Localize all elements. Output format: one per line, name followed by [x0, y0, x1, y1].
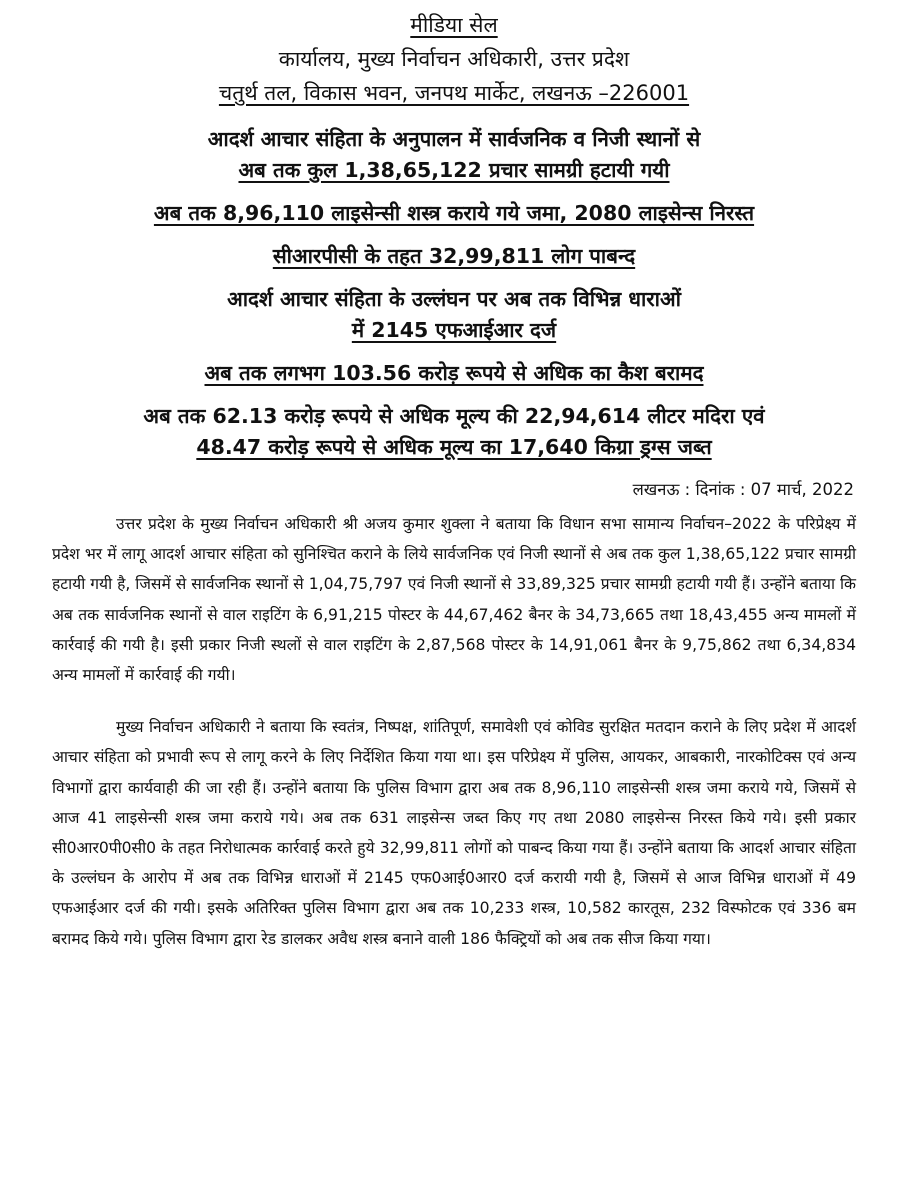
headline-6-line-2 [52, 432, 856, 463]
headline-5-text: अब तक लगभग 103.56 करोड़ रूपये से अधिक का कैश बरामद [204, 361, 704, 385]
date-line: लखनऊ : दिनांक : 07 मार्च, 2022 [632, 480, 854, 499]
headline-6-line-2-text: 48.47 करोड़ रूपये से अधिक मूल्य का 17,640 किग्रा ड्रग्स जब्त [196, 435, 712, 459]
headline-4-line-2 [52, 315, 856, 346]
header-office-name: कार्यालय, मुख्य निर्वाचन अधिकारी, उत्तर प्रदेश [278, 47, 630, 71]
paragraph-1: उत्तर प्रदेश के मुख्य निर्वाचन अधिकारी श्री अजय कुमार शुक्ला ने बताया कि विधान सभा सामान्य निर्वाचन–2022 के परिप्रेक्ष्य में प्रदेश भर में लागू आदर्श आचार संहिता को सुनिश्चित कराने के लिये सार्वजनिक एवं निजी स्थानों से अब तक कुल 1,38,65,122 प्रचार सामग्री हटायी गयी है, जिसमें से सार्वजनिक स्थानों से 1,04,75,797 एवं निजी स्थानों से 33,89,325 प्रचार सामग्री हटायी गयी हैं। उन्होंने बताया कि अब तक सार्वजनिक स्थानों से वाल राइटिंग के 6,91,215 पोस्टर के 44,67,462 बैनर के 34,73,665 तथा 18,43,455 अन्य मामलों में कार्रवाई की गयी है। इसी प्रकार निजी स्थलों से वाल राइटिंग के 2,87,568 पोस्टर के 14,91,061 बैनर के 9,75,862 तथा 6,34,834 अन्य मामलों में कार्रवाई की गयी। [52, 515, 856, 685]
headline-1-line-1: आदर्श आचार संहिता के अनुपालन में सार्वजनिक व निजी स्थानों से [207, 127, 701, 151]
header-address-text: चतुर्थ तल, विकास भवन, जनपथ मार्केट, लखनऊ –226001 [218, 81, 690, 105]
headline-2 [52, 198, 856, 229]
headline-2-text: अब तक 8,96,110 लाइसेन्सी शस्त्र कराये गये जमा, 2080 लाइसेन्स निरस्त [153, 201, 755, 225]
header-media-cell-text: मीडिया सेल [410, 13, 498, 37]
headline-4-line-2-text: में 2145 एफआईआर दर्ज [351, 318, 557, 342]
headline-1-line-2 [52, 155, 856, 186]
header-media-cell [52, 8, 856, 42]
paragraph-2: मुख्य निर्वाचन अधिकारी ने बताया कि स्वतंत्र, निष्पक्ष, शांतिपूर्ण, समावेशी एवं कोविड सुरक्षित मतदान कराने के लिए प्रदेश में आदर्श आचार संहिता को प्रभावी रूप से लागू करने के लिए निर्देशित किया गया था। इस परिप्रेक्ष्य में पुलिस, आयकर, आबकारी, नारकोटिक्स एवं अन्य विभागों द्वारा कार्यवाही की जा रही हैं। उन्होंने बताया कि पुलिस विभाग द्वारा अब तक 8,96,110 लाइसेन्सी शस्त्र जमा कराये गये, जिसमें से आज 41 लाइसेन्सी शस्त्र जमा कराये गये। अब तक 631 लाइसेन्स जब्त किए गए तथा 2080 लाइसेन्स निरस्त किये गये। इसी प्रकार सी0आर0पी0सी0 के तहत निरोधात्मक कार्रवाई करते हुये 32,99,811 लोगों को पाबन्द किया गया हैं। उन्होंने बताया कि आदर्श आचार संहिता के उल्लंघन के आरोप में अब तक विभिन्न धाराओं में 2145 एफ0आई0आर0 दर्ज करायी गयी है, जिसमें से आज विभिन्न धाराओं में 49 एफआईआर दर्ज की गयी। इसके अतिरिक्त पुलिस विभाग द्वारा अब तक 10,233 शस्त्र, 10,582 कारतूस, 232 विस्फोटक एवं 336 बम बरामद किये गये। पुलिस विभाग द्वारा रेड डालकर अवैध शस्त्र बनाने वाली 186 फैक्ट्रियों को अब तक सीज किया गया। [52, 718, 856, 948]
headline-4-line-1: आदर्श आचार संहिता के उल्लंघन पर अब तक विभिन्न धाराओं [227, 287, 681, 311]
headline-1-line-2-text: अब तक कुल 1,38,65,122 प्रचार सामग्री हटायी गयी [238, 158, 670, 182]
headline-3 [52, 241, 856, 272]
headline-5 [52, 358, 856, 389]
headline-6-line-1: अब तक 62.13 करोड़ रूपये से अधिक मूल्य की 22,94,614 लीटर मदिरा एवं [143, 404, 765, 428]
header-address [52, 76, 856, 110]
headline-3-text: सीआरपीसी के तहत 32,99,811 लोग पाबन्द [272, 244, 636, 268]
